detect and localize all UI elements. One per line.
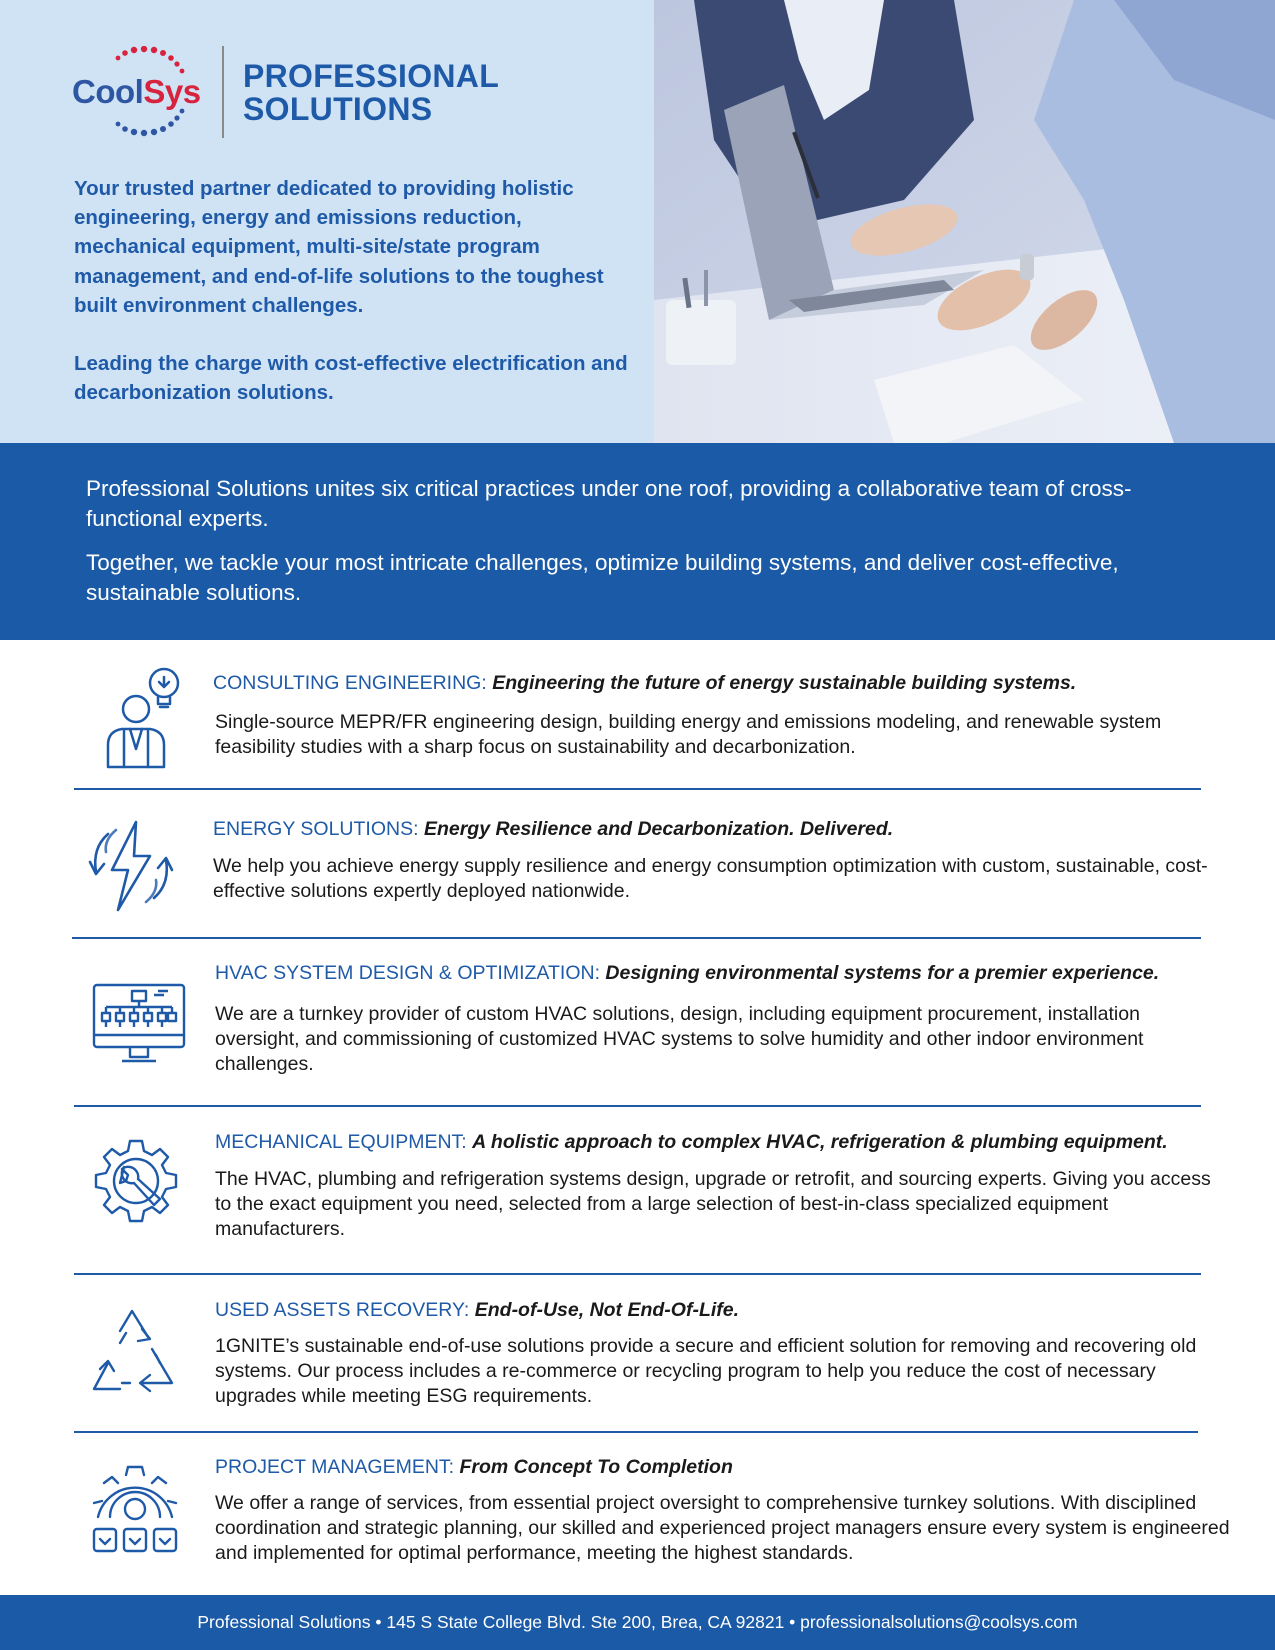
gear-wrench-icon	[94, 1139, 178, 1223]
service-heading	[213, 672, 1076, 695]
service-title: PROJECT MANAGEMENT:	[215, 1456, 455, 1478]
hero-intro	[74, 174, 634, 407]
hero-paragraph-1: Your trusted partner dedicated to providing holistic engineering, energy and emissions reduction, mechanical equipment, multi-site/state program management, and end-of-life solutions to the toughest built environment challenges.	[74, 177, 604, 317]
service-title: MECHANICAL EQUIPMENT:	[215, 1131, 467, 1153]
service-description: We are a turnkey provider of custom HVAC solutions, design, including equipment procurement, installation oversight, and commissioning of customized HVAC systems to solve humidity and other indoor environment challenges.	[215, 1003, 1144, 1075]
service-heading	[215, 1456, 733, 1479]
section-divider	[74, 1105, 1201, 1107]
title-line-2: SOLUTIONS	[243, 91, 433, 127]
service-tagline: Engineering the future of energy sustainable building systems.	[492, 672, 1077, 694]
service-description: Single-source MEPR/FR engineering design, building energy and emissions modeling, and renewable system feasibility studies with a sharp focus on sustainability and decarbonization.	[215, 711, 1162, 758]
section-divider	[72, 937, 1201, 939]
service-description: We help you achieve energy supply resilience and energy consumption optimization with custom, sustainable, cost-effective solutions expertly deployed nationwide.	[213, 855, 1208, 902]
service-title: CONSULTING ENGINEERING:	[213, 672, 487, 694]
gear-checklist-icon	[88, 1463, 182, 1555]
band-paragraph-2: Together, we tackle your most intricate challenges, optimize building systems, and deliver cost-effective, sustainable solutions.	[86, 550, 1119, 605]
service-tagline: A holistic approach to complex HVAC, refrigeration & plumbing equipment.	[472, 1131, 1168, 1153]
recycle-icon	[90, 1309, 176, 1393]
engineer-lightbulb-icon	[100, 665, 186, 771]
service-heading	[215, 1131, 1168, 1154]
section-divider	[74, 788, 1201, 790]
service-tagline: Designing environmental systems for a premier experience.	[605, 962, 1160, 984]
hero-panel	[0, 0, 654, 443]
service-heading	[215, 1299, 739, 1322]
section-divider	[74, 1273, 1201, 1275]
section-divider	[74, 1431, 1198, 1433]
service-heading	[215, 962, 1159, 985]
footer-contact-text: Professional Solutions • 145 S State College Blvd. Ste 200, Brea, CA 92821 • professionalsolutions@coolsys.com	[197, 1612, 1078, 1632]
band-paragraph-1: Professional Solutions unites six critical practices under one roof, providing a collaborative team of cross-functional experts.	[86, 476, 1132, 531]
service-title: USED ASSETS RECOVERY:	[215, 1299, 470, 1321]
intro-band	[0, 443, 1275, 640]
logo-cool-text: Cool	[72, 73, 144, 110]
lightning-cycle-icon	[86, 820, 176, 912]
page-title	[243, 60, 499, 126]
hero-paragraph-2: Leading the charge with cost-effective electrification and decarbonization solutions.	[74, 352, 628, 405]
service-description: We offer a range of services, from essential project oversight to comprehensive turnkey solutions. With disciplined coordination and strategic planning, our skilled and experienced project managers ensure every system is engineered and implemented for optimal performance, meeting the highest standards.	[215, 1492, 1230, 1564]
hero-photo	[654, 0, 1275, 443]
footer	[0, 1595, 1275, 1650]
service-description: The HVAC, plumbing and refrigeration systems design, upgrade or retrofit, and sourcing experts. Giving you access to the exact equipment you need, selected from a large selection of best-in-class specialized equipment manufacturers.	[215, 1168, 1211, 1240]
service-tagline: End-of-Use, Not End-Of-Life.	[474, 1299, 740, 1321]
service-tagline: Energy Resilience and Decarbonization. Delivered.	[423, 818, 894, 840]
service-tagline: From Concept To Completion	[459, 1456, 733, 1478]
intro-band-text	[86, 474, 1206, 608]
service-title: HVAC SYSTEM DESIGN & OPTIMIZATION:	[215, 962, 600, 984]
monitor-diagram-icon	[92, 983, 186, 1065]
title-line-1: PROFESSIONAL	[243, 58, 500, 94]
logo-wordmark	[72, 73, 201, 111]
office-team-laptop-photo-icon	[654, 0, 1275, 443]
hero-section	[0, 0, 1275, 443]
coolsys-logo	[72, 46, 212, 138]
service-heading	[213, 818, 893, 841]
service-description: 1GNITE’s sustainable end-of-use solutions provide a secure and efficient solution for removing and recovering old systems. Our process includes a re-commerce or recycling program to help you reduce the cost of necessary upgrades while meeting ESG requirements.	[215, 1335, 1197, 1407]
service-title: ENERGY SOLUTIONS:	[213, 818, 419, 840]
logo-sys-text: Sys	[143, 73, 201, 110]
logo-divider	[222, 46, 224, 138]
